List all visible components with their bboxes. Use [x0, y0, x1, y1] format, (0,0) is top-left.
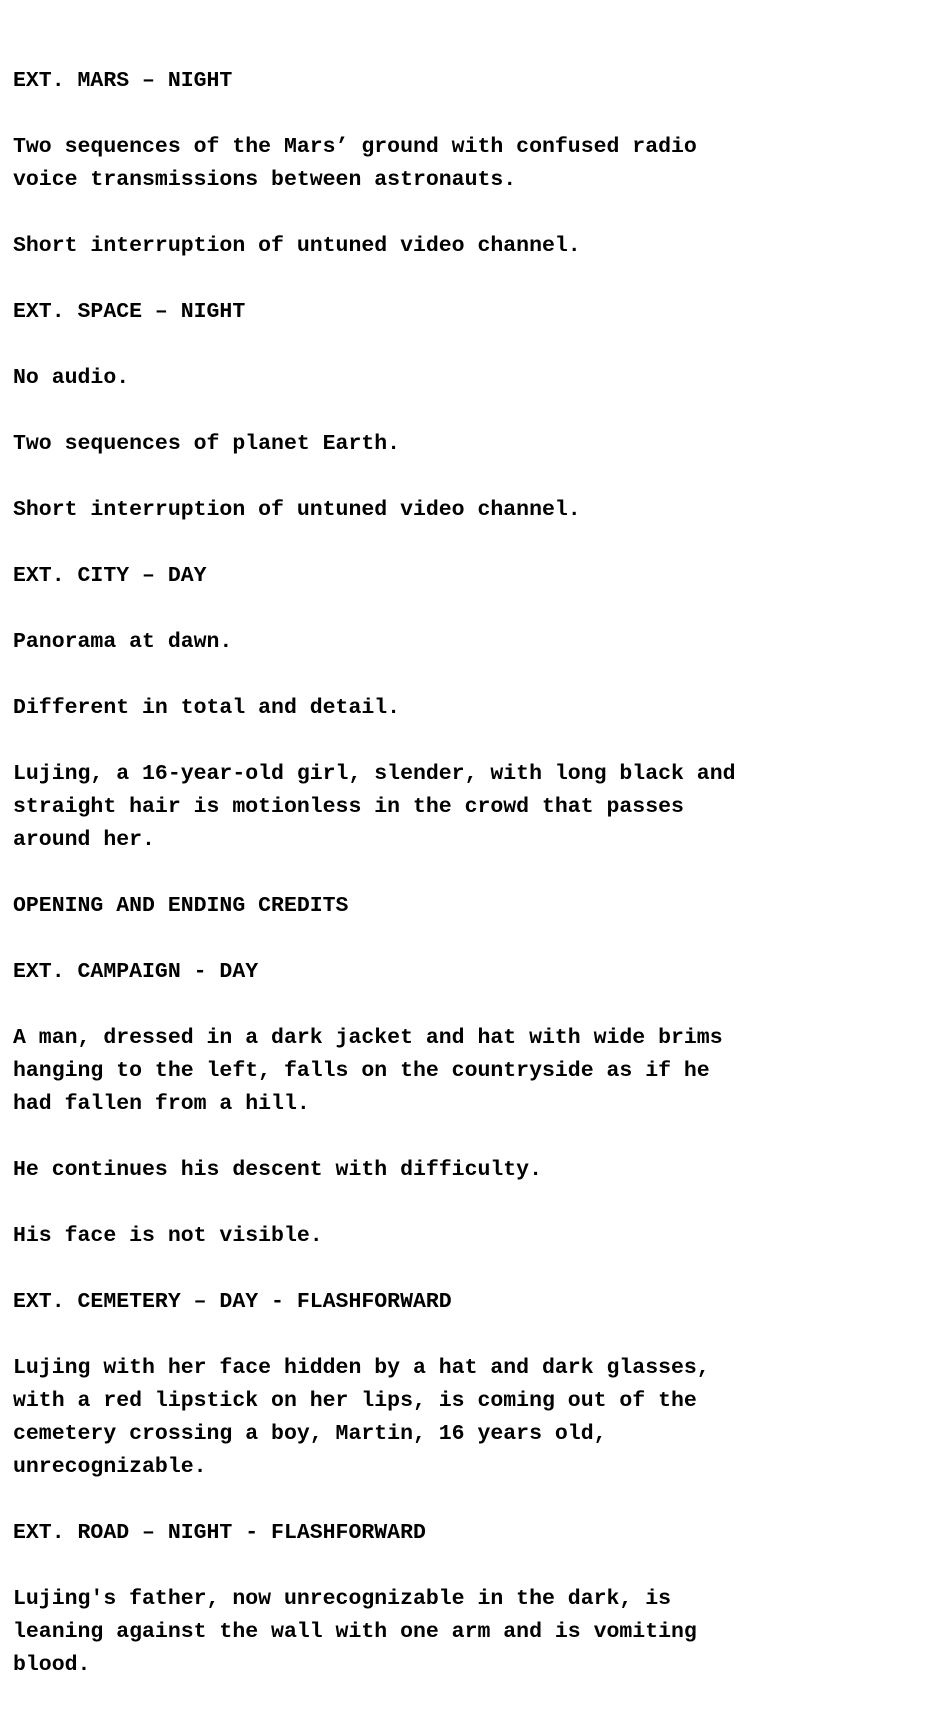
action-paragraph [13, 1220, 913, 1253]
action-paragraph [13, 1022, 913, 1121]
action-paragraph [13, 1583, 913, 1682]
text-line: with a red lipstick on her lips, is coming out of the [13, 1389, 697, 1413]
screenplay-page [13, 65, 913, 1715]
action-paragraph [13, 626, 913, 659]
text-line: leaning against the wall with one arm and is vomiting [13, 1620, 697, 1644]
action-paragraph [13, 131, 913, 197]
action-paragraph [13, 1352, 913, 1484]
text-line: EXT. CAMPAIGN - DAY [13, 960, 259, 984]
text-line: EXT. SPACE – NIGHT [13, 300, 246, 324]
action-paragraph [13, 428, 913, 461]
action-paragraph [13, 692, 913, 725]
scene-heading [13, 65, 913, 98]
scene-heading [13, 296, 913, 329]
text-line: Different in total and detail. [13, 696, 401, 720]
text-line: A man, dressed in a dark jacket and hat with wide brims [13, 1026, 723, 1050]
scene-heading [13, 560, 913, 593]
text-line: Panorama at dawn. [13, 630, 233, 654]
text-line: Short interruption of untuned video channel. [13, 234, 581, 258]
action-paragraph [13, 362, 913, 395]
action-paragraph [13, 494, 913, 527]
text-line: He continues his descent with difficulty. [13, 1158, 542, 1182]
action-paragraph [13, 758, 913, 857]
text-line: EXT. ROAD – NIGHT - FLASHFORWARD [13, 1521, 426, 1545]
scene-heading [13, 956, 913, 989]
text-line: No audio. [13, 366, 130, 390]
text-line: voice transmissions between astronauts. [13, 168, 517, 192]
text-line: had fallen from a hill. [13, 1092, 310, 1116]
action-paragraph [13, 230, 913, 263]
scene-heading [13, 1517, 913, 1550]
text-line: Lujing, a 16-year-old girl, slender, with long black and [13, 762, 736, 786]
text-line: straight hair is motionless in the crowd that passes [13, 795, 684, 819]
text-line: EXT. CEMETERY – DAY - FLASHFORWARD [13, 1290, 452, 1314]
text-line: cemetery crossing a boy, Martin, 16 years old, [13, 1422, 607, 1446]
text-line: His face is not visible. [13, 1224, 323, 1248]
text-line: around her. [13, 828, 155, 852]
action-paragraph [13, 1154, 913, 1187]
text-line: unrecognizable. [13, 1455, 207, 1479]
text-line: OPENING AND ENDING CREDITS [13, 894, 349, 918]
text-line: Lujing with her face hidden by a hat and dark glasses, [13, 1356, 710, 1380]
text-line: Short interruption of untuned video channel. [13, 498, 581, 522]
text-line: Two sequences of planet Earth. [13, 432, 401, 456]
text-line: blood. [13, 1653, 91, 1677]
text-line: Lujing's father, now unrecognizable in the dark, is [13, 1587, 672, 1611]
text-line: EXT. CITY – DAY [13, 564, 207, 588]
text-line: EXT. MARS – NIGHT [13, 69, 233, 93]
text-line: hanging to the left, falls on the countryside as if he [13, 1059, 710, 1083]
scene-heading [13, 1286, 913, 1319]
text-line: Two sequences of the Mars’ ground with confused radio [13, 135, 697, 159]
transition-text [13, 890, 913, 923]
